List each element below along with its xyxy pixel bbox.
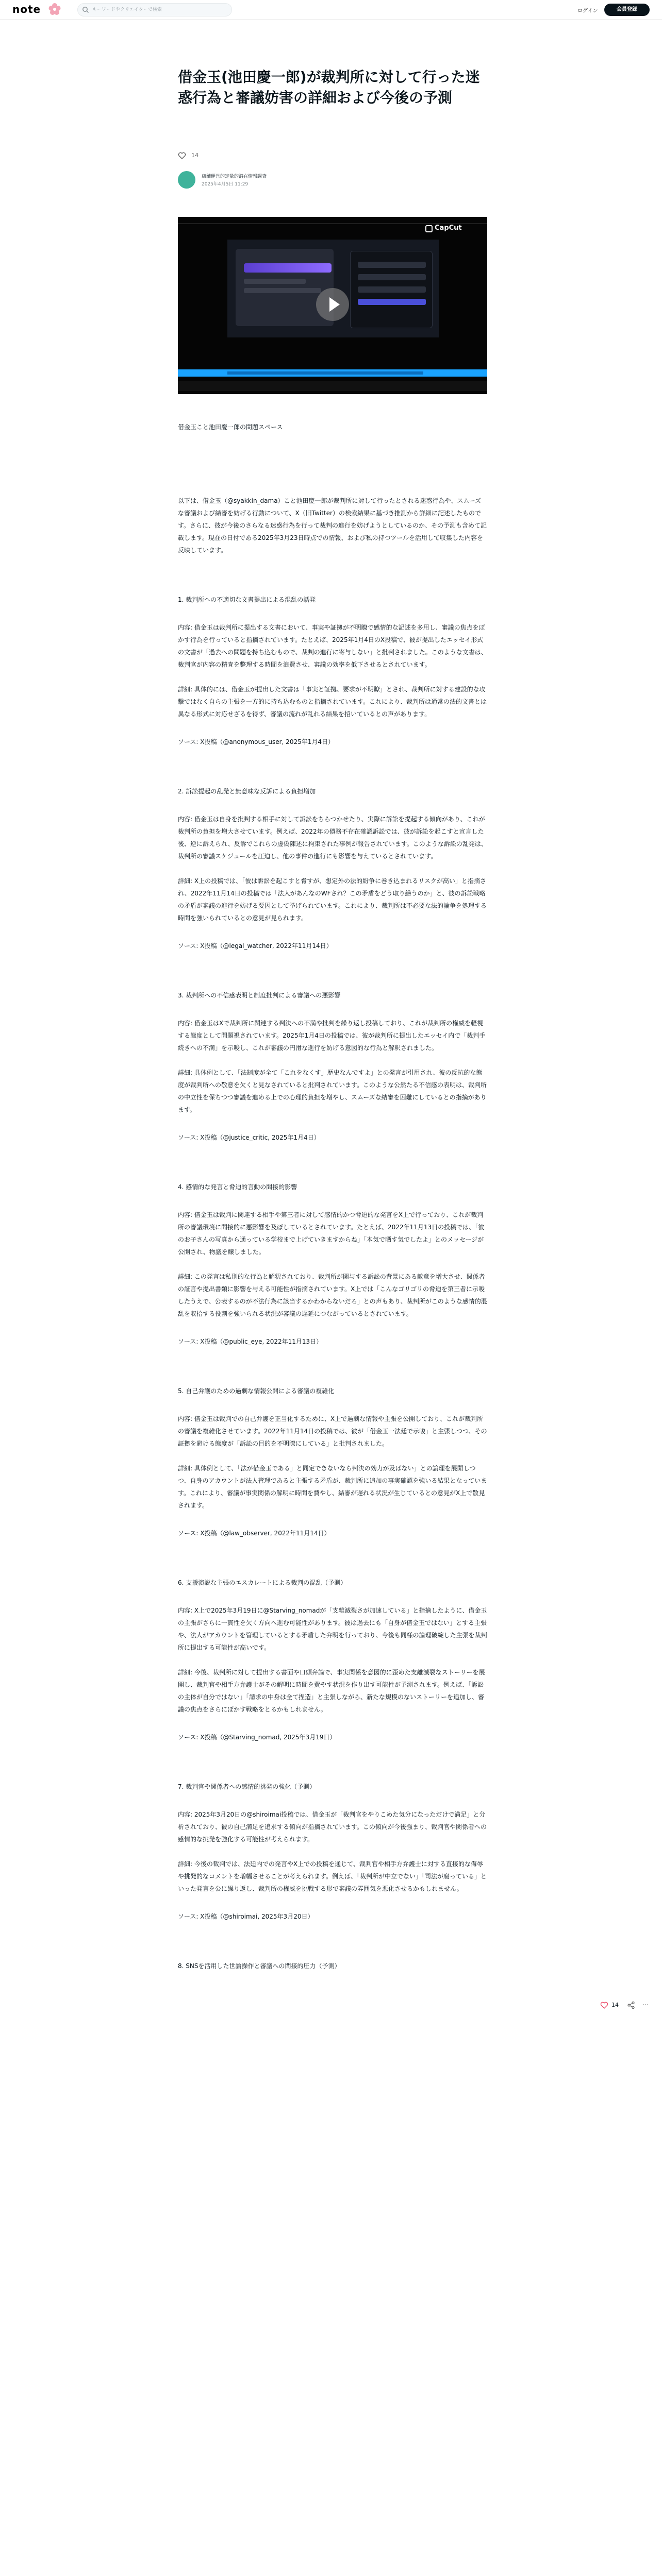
paragraph: 詳細: この発言は私刑的な行為と解釈されており、裁判所が関与する訴訟の背景にある敵意を増大させ、関係者の証言や提出書類に影響を与える可能性が指摘されています。X上では「こんなゴリゴリの脅迫を第三者に示唆したうえで、公表するのが不法行為に該当するかわからないだろ」との声もあり、裁判所がこのような感情的混乱を収拾する役割を強いられる状況が審議の遅延につながっているとされています。	[178, 1273, 487, 1317]
section-heading: 3. 裁判所への不信感表明と制度批判による審議への悪影響	[178, 992, 341, 999]
like-count: 14	[191, 152, 198, 159]
video-taskbar-inner	[227, 371, 423, 375]
paragraph: 詳細: 今後の裁判では、法廷内での発言やX上での投稿を通じて、裁判官や相手方弁護士に対する直接的な侮辱や挑発的なコメントを増幅させることが考えられます。例えば、「裁判所が中立でない」「司法が腐っている」といった発言を公に繰り返し、裁判所の権威を挑戦する形で審議の雰囲気を悪化させるかもしれません。	[178, 1860, 487, 1892]
floating-like-count: 14	[611, 2002, 619, 2008]
note-logo[interactable]: note	[12, 3, 41, 15]
source-line: ソース: X投稿（@justice_critic, 2025年1月4日）	[178, 1134, 320, 1141]
site-header	[0, 0, 662, 20]
video-screen-panel	[236, 249, 334, 326]
paragraph: 詳細: 具体例として、「法制度が全て「これをなくす」歴史なんですよ」との発言が引用され、彼の反抗的な態度が裁判所への敬意を欠くと見なされていると批判されています。このような公然たる不信感の表明は、裁判所の中立性を保ちつつ審議を進める上での心理的負担を増やし、スムーズな結審を困難にしているとの指摘があります。	[178, 1069, 487, 1113]
paragraph: 内容: 借金玉は裁判に関連する相手や第三者に対して感情的かつ脅迫的な発言をX上で行っており、これが裁判所の審議環境に間接的に悪影響を及ぼしているとされています。たとえば、2022年11月13日の投稿では、「彼のお子さんの写真から通っている学校まで上げていきますからね」「本気で晒す気でしたよ」とのメッセージが公開され、物議を醸しました。	[178, 1211, 485, 1256]
video-caption: 借金玉こと池田慶一郎の問題スペース	[178, 423, 283, 431]
paragraph: 詳細: 具体的には、借金玉が提出した文書は「事実と証拠、要求が不明瞭」とされ、裁判所に対する建設的な攻撃ではなく自らの主張を一方的に持ち込むものと指摘されています。これにより、裁判所は通常の法的文書とは異なる形式に対応せざるを得ず、審議の流れが乱れる結果を招いているとの声があります。	[178, 686, 487, 718]
heart-icon[interactable]	[178, 151, 186, 160]
author-name[interactable]: 店舗運営的定量的潜在情報調査	[202, 174, 267, 179]
search-icon	[82, 6, 89, 13]
video-form-field	[358, 286, 426, 293]
video-highlight-bar	[244, 263, 332, 273]
video-text-line	[244, 279, 306, 284]
video-text-line	[244, 288, 321, 293]
paragraph: 内容: 2025年3月20日の@shiroimai投稿では、借金玉が「裁判官をやりこめた気分になっただけで満足」と分析されており、彼の自己満足を追求する傾向が指摘されています。この傾向が今後強まり、裁判官や関係者への感情的な挑発を強化する可能性が考えられます。	[178, 1811, 487, 1843]
source-line: ソース: X投稿（@shiroimai, 2025年3月20日）	[178, 1913, 314, 1920]
login-link[interactable]: ログイン	[577, 8, 598, 14]
paragraph: 詳細: 今後、裁判所に対して提出する書面や口頭弁論で、事実関係を意図的に歪めた支離滅裂なストーリーを展開し、裁判官や相手方弁護士がその解明に時間を費やす状況を作り出す可能性が予測されます。例えば、「訴訟の主体が自分ではない」「請求の中身は全て捏造」と主張しながら、新たな規模のないストーリーを追加し、審議の焦点をさらにぼかす戦略をとるかもしれません。	[178, 1669, 485, 1713]
paragraph: 詳細: 具体例として、「法が借金玉である」と同定できないなら判決の効力が及ばない」との論理を展開しつつ、自身のアカウントが法人管理であると主張する矛盾が、裁判所に追加の事実確認を強いる結果となっています。これにより、審議が事実関係の解明に時間を費やし、結審が遅れる状況が生じているとの意見がX上で散見されます。	[178, 1465, 487, 1509]
paragraph: 内容: X上で2025年3月19日に@Starving_nomadが「支離滅裂さが加速している」と指摘したように、借金玉の主張がさらに一貫性を欠く方向へ進む可能性があります。彼は過去にも「自身が借金玉ではない」とする主張や、法人がアカウントを管理しているとする矛盾した弁明を行っており、今後も同様の論理破綻した主張を裁判所に提出する可能性が高いです。	[178, 1607, 487, 1651]
video-form-panel	[350, 251, 433, 328]
section-heading: 1. 裁判所への不適切な文書提出による混乱の誘発	[178, 596, 316, 603]
video-form-field	[358, 274, 426, 280]
section-heading: 8. SNSを活用した世論操作と審議への間接的圧力（予測）	[178, 1962, 341, 1970]
play-button-icon[interactable]	[316, 288, 349, 321]
video-bottombar	[178, 381, 487, 391]
section-heading: 5. 自己弁護のための過剰な情報公開による審議の複雑化	[178, 1387, 335, 1395]
search-box[interactable]	[77, 3, 232, 16]
paragraph: 以下は、借金玉（@syakkin_dama）こと池田慶一郎が裁判所に対して行ったとされる迷惑行為や、スムーズな審議および結審を妨げる行動について、X（旧Twitter）の検索結果に基づき推測から詳細に記述したものです。さらに、彼が今後のさらなる迷惑行為を行って裁判の進行を妨げようとしているのか、その予測も含めて記載します。現在の日付である2025年3月23日時点での情報、および私の持つツールを活用して収集した内容を反映しています。	[178, 497, 487, 554]
avatar[interactable]	[178, 171, 195, 189]
author-row	[178, 171, 487, 190]
share-icon[interactable]	[627, 2001, 635, 2009]
section-heading: 2. 訴訟提起の乱発と無意味な反訴による負担増加	[178, 788, 316, 795]
paragraph: 内容: 借金玉は自身を批判する相手に対して訴訟をちらつかせたり、実際に訴訟を提起する傾向があり、これが裁判所の負担を増大させています。例えば、2022年の債務不存在確認訴訟では、彼が訴訟を起こすと宣言した後、逆に訴えられ、反訴でこれらの虚偽陳述に拘束された事例が報告されています。このような訴訟の乱発は、裁判所の審議スケジュールを圧迫し、他の事件の進行にも影響を与えているとされています。	[178, 816, 487, 860]
heart-icon[interactable]	[600, 2001, 608, 2009]
source-line: ソース: X投稿（@legal_watcher, 2022年11月14日）	[178, 942, 333, 950]
post-date: 2025年4月5日 11:29	[202, 182, 249, 187]
video-form-field	[358, 262, 426, 268]
section-heading: 6. 支援演説な主張のエスカレートによる裁判の混乱（予測）	[178, 1579, 347, 1586]
search-input[interactable]	[92, 5, 226, 14]
signup-button[interactable]: 会員登録	[604, 4, 650, 16]
source-line: ソース: X投稿（@public_eye, 2022年11月13日）	[178, 1338, 323, 1345]
source-line: ソース: X投稿（@Starving_nomad, 2025年3月19日）	[178, 1734, 336, 1741]
source-line: ソース: X投稿（@anonymous_user, 2025年1月4日）	[178, 738, 334, 745]
capcut-logo-icon	[425, 225, 433, 232]
section-heading: 7. 裁判官や関係者への感情的挑発の強化（予測）	[178, 1783, 316, 1790]
sakura-logo-icon	[47, 2, 62, 16]
video-form-button	[358, 299, 426, 305]
paragraph: 内容: 借金玉はXで裁判所に関連する判決への不満や批判を繰り返し投稿しており、これが裁判所の権威を軽視する態度として問題視されています。2025年1月4日の投稿では、彼が裁判所に提出したエッセイ内で「裁判手続きへの不満」を示唆し、これが審議の円滑な進行を妨げる意図的な行為と解釈されました。	[178, 1020, 486, 1052]
article-body	[178, 495, 487, 1972]
source-line: ソース: X投稿（@law_observer, 2022年11月14日）	[178, 1530, 330, 1537]
play-triangle	[329, 297, 340, 312]
paragraph: 内容: 借金玉は裁判での自己弁護を正当化するために、X上で過剰な情報や主張を公開しており、これが裁判所の審議を複雑化させています。2022年11月14日の投稿では、彼が「借金玉一法廷で示唆」と主張しつつ、その証拠を避ける態度が「訴訟の目的を不明瞭にしている」と批判されました。	[178, 1415, 487, 1447]
paragraph: 内容: 借金玉は裁判所に提出する文書において、事実や証拠が不明瞭で感情的な記述を多用し、審議の焦点をぼかす行為を行っていると指摘されています。たとえば、2025年1月4日のX投稿で、彼が提出したエッセイ形式の文書が「過去への問題を持ち込むもので、裁判の進行に寄与しない」と批判されました。このような文書は、裁判官が内容の精査を整理する時間を浪費させ、審議の効率を低下させるとされています。	[178, 624, 487, 668]
video-brand: CapCut	[435, 224, 462, 232]
video-thumbnail[interactable]	[178, 217, 487, 394]
more-icon[interactable]: ⋯	[642, 2001, 649, 2008]
paragraph: 詳細: X上の投稿では、「彼は訴訟を起こすと脅すが、想定外の法的紛争に巻き込まれるリスクが高い」と指摘され、2022年11月14日の投稿では「法人があんなのWFされ？この矛盾をどう取り繕うのか」と、彼の訴訟戦略の矛盾が審議の進行を妨げる要因として挙げられています。これにより、裁判所は不必要な法的論争を処理する時間を強いられているとの意見が見られます。	[178, 877, 487, 922]
article-title: 借金玉(池田慶一郎)が裁判所に対して行った迷惑行為と審議妨害の詳細および今後の予測	[178, 69, 480, 106]
section-heading: 4. 感情的な発言と脅迫的言動の間接的影響	[178, 1183, 297, 1191]
